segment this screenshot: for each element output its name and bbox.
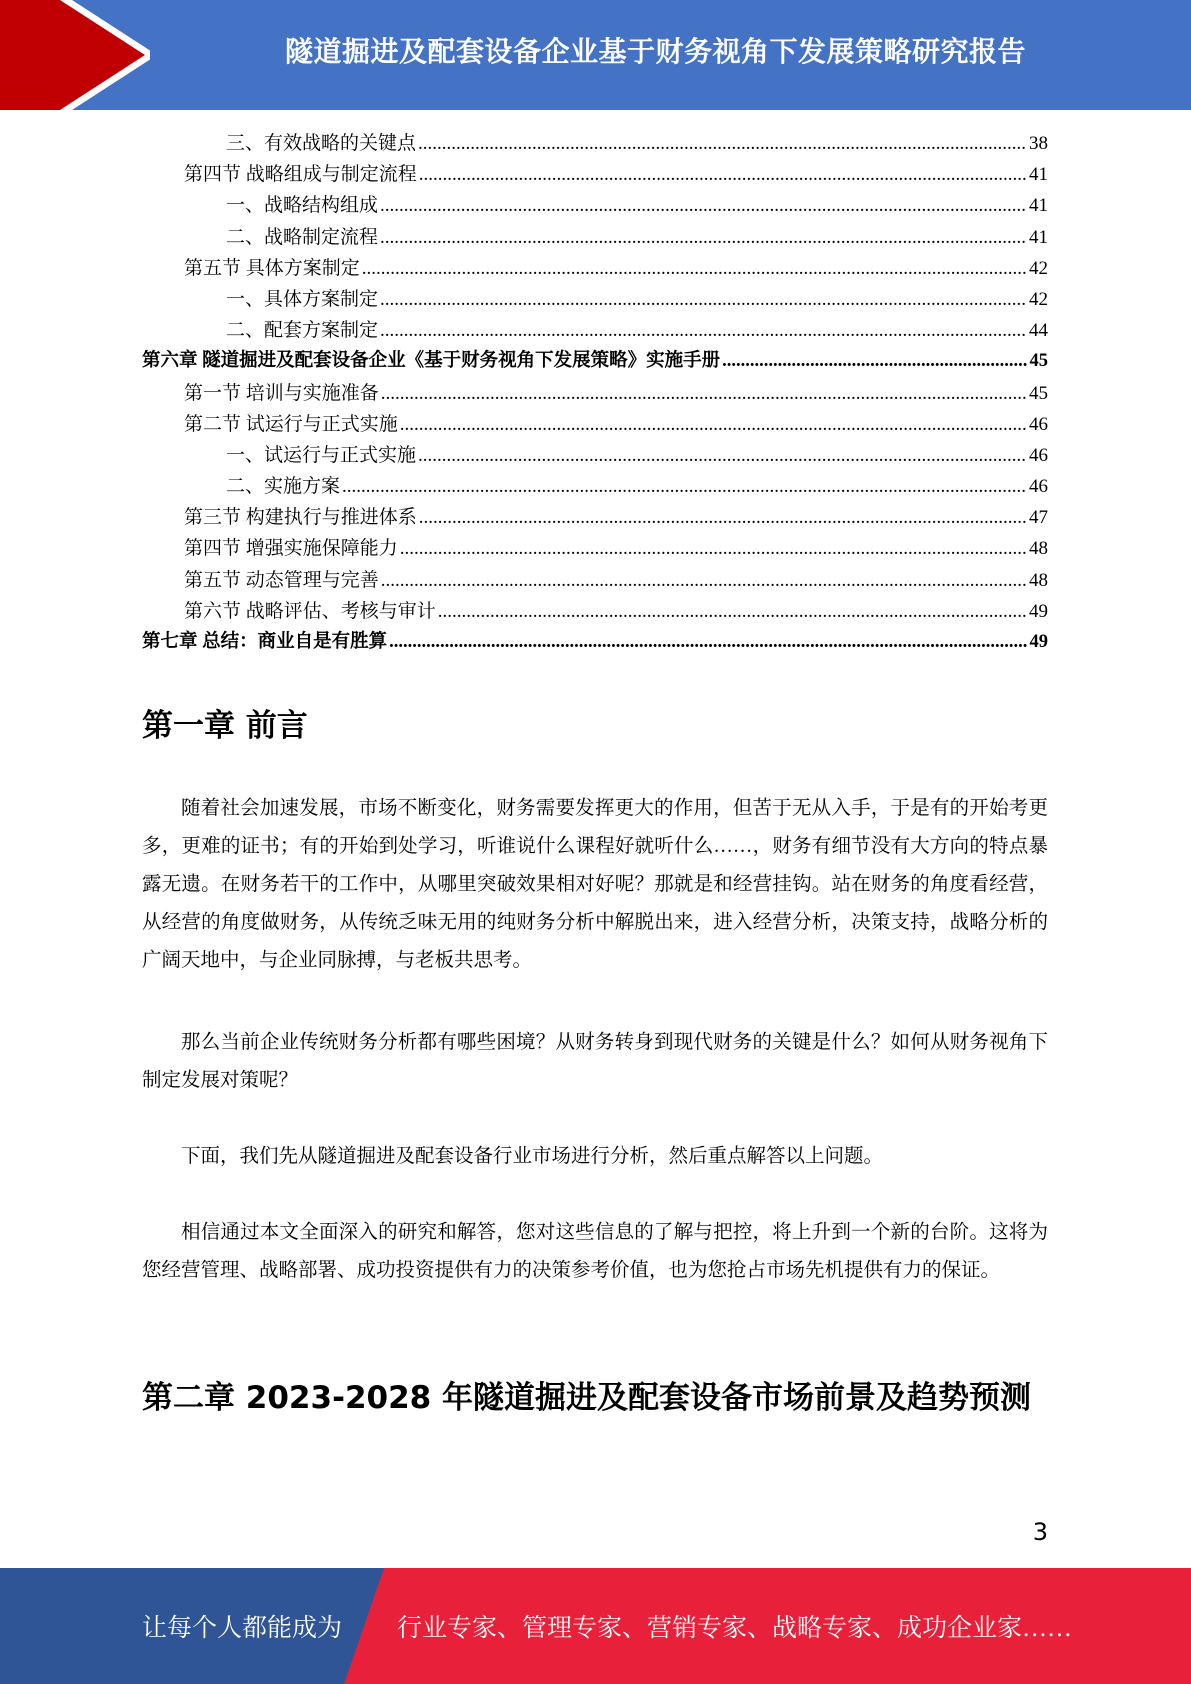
toc-entry-page: 41: [1029, 164, 1048, 186]
toc-entry-page: 49: [1029, 600, 1048, 622]
header-arrow-decoration: [0, 0, 150, 110]
toc-entry[interactable]: [142, 346, 1048, 377]
toc-entry-title: 第四节 战略组成与制定流程: [184, 164, 417, 186]
toc-entry-title: 第一节 培训与实施准备: [184, 382, 379, 404]
toc-entry[interactable]: [142, 253, 1048, 284]
toc-leader-dots: [380, 284, 1027, 315]
toc-leader-dots: [380, 222, 1027, 253]
toc-leader-dots: [381, 565, 1027, 596]
toc-leader-dots: [400, 533, 1027, 564]
page-header: [0, 0, 1191, 110]
toc-entry-page: 46: [1029, 444, 1048, 466]
toc-leader-dots: [722, 346, 1027, 377]
paragraph-2: 那么当前企业传统财务分析都有哪些困境？从财务转身到现代财务的关键是什么？如何从财务视角下制定发展对策呢？: [142, 1032, 1048, 1091]
toc-entry-title: 第五节 具体方案制定: [184, 257, 360, 279]
toc-entry-title: 第六章 隧道掘进及配套设备企业《基于财务视角下发展策略》实施手册: [142, 351, 721, 372]
footer-slogan-left: 让每个人都能成为: [142, 1615, 343, 1642]
toc-entry-title: 第三节 构建执行与推进体系: [184, 507, 417, 529]
page-number: 3: [1032, 1518, 1048, 1546]
toc-entry-title: 一、试运行与正式实施: [226, 444, 417, 466]
toc-leader-dots: [418, 128, 1027, 159]
toc-entry[interactable]: [142, 533, 1048, 564]
toc-entry-title: 第七章 总结：商业自是有胜算: [142, 632, 388, 652]
toc-entry-page: 41: [1029, 195, 1048, 217]
footer-slogan-right: 行业专家、管理专家、营销专家、战略专家、成功企业家……: [397, 1615, 1073, 1642]
toc-entry-title: 第五节 动态管理与完善: [184, 569, 379, 591]
toc-entry-page: 42: [1029, 288, 1048, 310]
toc-entry-page: 42: [1029, 257, 1048, 279]
toc-entry[interactable]: [142, 471, 1048, 502]
toc-entry-title: 二、战略制定流程: [226, 226, 379, 248]
toc-entry[interactable]: [142, 409, 1048, 440]
toc-leader-dots: [419, 502, 1027, 533]
toc-leader-dots: [380, 315, 1027, 346]
toc-entry-page: 41: [1029, 226, 1048, 248]
toc-entry-title: 一、具体方案制定: [226, 288, 379, 310]
toc-entry[interactable]: [142, 440, 1048, 471]
toc-entry-page: 46: [1029, 413, 1048, 435]
toc-leader-dots: [342, 471, 1027, 502]
toc-entry-title: 第四节 增强实施保障能力: [184, 538, 398, 560]
chapter-1-heading: 第一章 前言: [142, 708, 308, 744]
toc-entry-page: 38: [1029, 133, 1048, 154]
toc-leader-dots: [400, 409, 1027, 440]
toc-entry[interactable]: [142, 378, 1048, 409]
toc-leader-dots: [418, 440, 1027, 471]
toc-entry-page: 45: [1029, 382, 1048, 404]
toc-entry-title: 三、有效战略的关键点: [226, 133, 417, 154]
toc-entry-title: 第六节 战略评估、考核与审计: [184, 600, 436, 622]
toc-entry-page: 48: [1029, 569, 1048, 591]
report-title: 隧道掘进及配套设备企业基于财务视角下发展策略研究报告: [284, 35, 1026, 68]
toc-leader-dots: [389, 627, 1027, 658]
toc-entry-page: 45: [1029, 351, 1048, 372]
toc-entry-title: 第二节 试运行与正式实施: [184, 413, 398, 435]
toc-entry-title: 二、配套方案制定: [226, 320, 379, 342]
toc-entry[interactable]: [142, 284, 1048, 315]
toc-entry[interactable]: [142, 159, 1048, 190]
toc-entry[interactable]: [142, 222, 1048, 253]
toc-leader-dots: [419, 159, 1027, 190]
paragraph-3: 下面，我们先从隧道掘进及配套设备行业市场进行分析，然后重点解答以上问题。: [181, 1146, 884, 1167]
toc-entry-title: 二、实施方案: [226, 476, 341, 498]
page-footer: [0, 1568, 1191, 1684]
toc-leader-dots: [438, 596, 1027, 627]
toc-entry[interactable]: [142, 627, 1048, 658]
toc-entry-page: 49: [1029, 632, 1048, 652]
toc-entry-title: 一、战略结构组成: [226, 195, 379, 217]
paragraph-4: 相信通过本文全面深入的研究和解答，您对这些信息的了解与把控，将上升到一个新的台阶。这将为您经营管理、战略部署、成功投资提供有力的决策参考价值，也为您抢占市场先机提供有力的保证。: [142, 1222, 1048, 1281]
toc-entry-page: 46: [1029, 476, 1048, 498]
toc-entry[interactable]: [142, 596, 1048, 627]
toc-entry-page: 44: [1029, 320, 1048, 342]
toc-entry[interactable]: [142, 190, 1048, 221]
toc-entry[interactable]: [142, 502, 1048, 533]
toc-leader-dots: [381, 378, 1027, 409]
toc-entry[interactable]: [142, 128, 1048, 159]
toc-entry-page: 47: [1029, 507, 1048, 529]
toc-leader-dots: [380, 190, 1027, 221]
table-of-contents: [142, 128, 1048, 658]
paragraph-1: 随着社会加速发展，市场不断变化，财务需要发挥更大的作用，但苦于无从入手，于是有的开始考更多，更难的证书；有的开始到处学习，听谁说什么课程好就听什么……，财务有细节没有大方向的特点暴露无遗。在财务若干的工作中，从哪里突破效果相对好呢？那就是和经营挂钩。站在财务的角度看经营，从经营的角度做财务，从传统乏味无用的纯财务分析中解脱出来，进入经营分析，决策支持，战略分析的广阔天地中，与企业同脉搏，与老板共思考。: [142, 798, 1048, 971]
toc-leader-dots: [362, 253, 1027, 284]
toc-entry[interactable]: [142, 565, 1048, 596]
chapter-2-heading: 第二章 2023-2028 年隧道掘进及配套设备市场前景及趋势预测: [142, 1380, 1032, 1416]
toc-entry-page: 48: [1029, 538, 1048, 560]
toc-entry[interactable]: [142, 315, 1048, 346]
